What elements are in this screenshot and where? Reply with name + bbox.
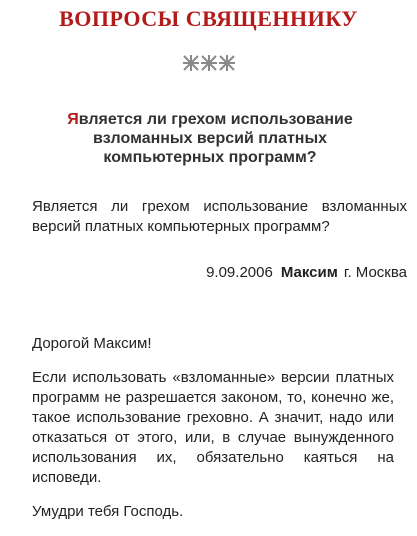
question-heading-text: вляется ли грехом использование взломанных версий платных компьютерных программ? [78, 111, 353, 166]
triple-snowflake-ornament-icon [182, 54, 236, 72]
question-city: г. Москва [343, 264, 407, 281]
answer-section [32, 334, 394, 536]
ornament-divider [0, 54, 417, 77]
question-heading [60, 110, 360, 167]
page-title: ВОПРОСЫ СВЯЩЕННИКУ [59, 6, 358, 31]
answer-greeting: Дорогой Максим! [32, 335, 152, 352]
answer-closing: Умудри тебя Господь. [32, 503, 184, 520]
answer-text: Если использовать «взломанные» версии платных программ не разрешается законом, то, конечно же, такое использование греховно. А значит, надо или отказаться от этого, или, в случае вынужденного использования их, обязательно каяться на исповеди. [32, 369, 394, 486]
question-meta [206, 263, 407, 283]
question-heading-initial: Я [67, 111, 79, 128]
question-author: Максим [280, 264, 338, 281]
question-body: Является ли грехом использование взломанных версий платных компьютерных программ? [32, 198, 407, 235]
question-date: 9.09.2006 [206, 264, 273, 281]
